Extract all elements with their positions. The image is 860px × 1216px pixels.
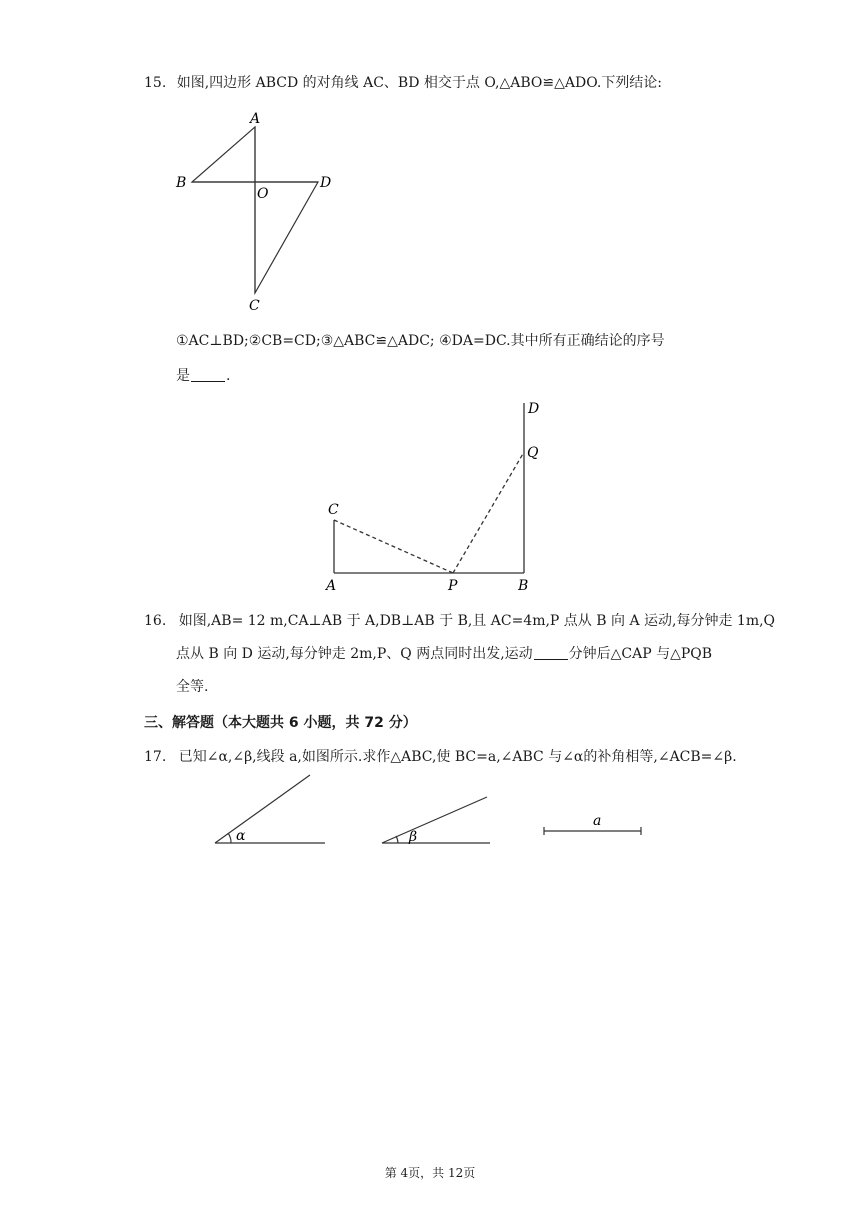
- q16-label-a: A: [326, 578, 337, 594]
- q15-number: 15.: [144, 75, 167, 91]
- q16-text-2a: 点从 B 向 D 运动,每分钟走 2m,P、Q 两点同时出发,运动: [176, 646, 533, 662]
- q17-number: 17.: [144, 749, 167, 765]
- section-3-title: 三、解答题（本大题共 6 小题，共 72 分）: [144, 715, 417, 731]
- page-footer: 第 4页，共 12页: [384, 1166, 476, 1180]
- q17-figures: [200, 770, 660, 860]
- q15-label-o: O: [257, 186, 269, 202]
- q16-text-2b: 分钟后△CAP 与△PQB: [568, 646, 713, 662]
- q17-stem-line: [144, 747, 737, 767]
- q17-beta-label: β: [409, 829, 418, 845]
- q16-number: 16.: [144, 613, 167, 629]
- q17-segment-a-label: a: [593, 813, 602, 829]
- q15-stem: 如图,四边形 ABCD 的对角线 AC、BD 相交于点 O,△ABO≌△ADO.下列结论:: [176, 75, 663, 91]
- q16-label-c: C: [328, 502, 339, 518]
- q16-line1: [144, 611, 775, 631]
- q15-answer-prefix: 是: [176, 368, 190, 384]
- q17-alpha-label: α: [236, 828, 246, 844]
- q16-figure: [320, 395, 550, 595]
- q15-label-a: A: [250, 111, 261, 127]
- q16-text-1: 如图,AB= 12 m,CA⊥AB 于 A,DB⊥AB 于 B,且 AC=4m,P 点从 B 向 A 运动,每分钟走 1m,Q: [178, 613, 776, 629]
- q15-stem-line: [144, 73, 662, 93]
- q15-label-b: B: [176, 175, 187, 191]
- q15-options: ①AC⊥BD;②CB=CD;③△ABC≌△ADC; ④DA=DC.其中所有正确结论的序号: [176, 333, 665, 349]
- q16-label-d: D: [528, 401, 540, 417]
- q15-kite-figure: [170, 105, 350, 320]
- q15-answer-line: [176, 366, 230, 386]
- q16-line3: 全等.: [176, 679, 209, 695]
- q16-line2: [176, 644, 712, 664]
- q15-answer-suffix: .: [226, 368, 231, 384]
- q17-stem: 已知∠α,∠β,线段 a,如图所示.求作△ABC,使 BC=a,∠ABC 与∠α的补角相等,∠ACB=∠β.: [178, 749, 737, 765]
- q16-answer-blank[interactable]: [534, 645, 568, 660]
- q16-label-p: P: [448, 578, 458, 594]
- q16-label-q: Q: [527, 445, 539, 461]
- q15-label-d: D: [320, 175, 332, 191]
- q15-answer-blank[interactable]: [191, 367, 225, 382]
- q15-label-c: C: [249, 298, 260, 314]
- q16-label-b: B: [518, 578, 529, 594]
